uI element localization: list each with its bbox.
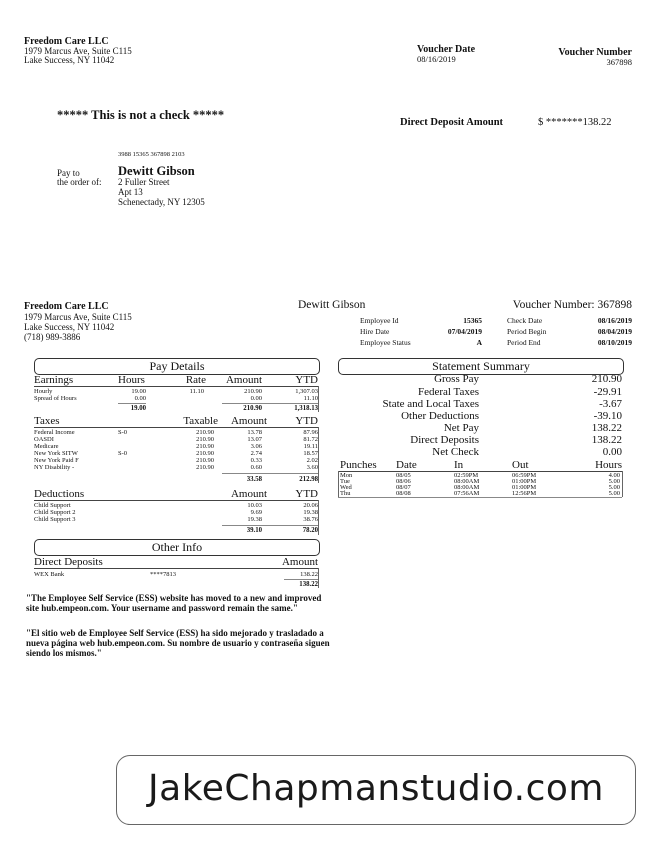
tax-amount: 13.07 (247, 436, 262, 443)
punch-out: 01:00PM (512, 484, 537, 491)
punch-out: 12:56PM (512, 490, 537, 497)
tax-ytd: 87.96 (303, 429, 318, 436)
payee-name: Dewitt Gibson (118, 164, 195, 178)
pay-to-label: Pay to (57, 168, 80, 178)
summary-value: -3.67 (599, 398, 622, 410)
tax-taxable: 210.90 (196, 429, 214, 436)
tax-name: New York SITW (34, 450, 78, 457)
voucher-date: 08/16/2019 (417, 54, 456, 64)
earning-type: Spread of Hours (34, 395, 77, 402)
deductions-header: Deductions (34, 488, 85, 500)
summary-value: 138.22 (591, 434, 622, 446)
deduction-name: Child Support 3 (34, 516, 76, 523)
tax-name: NY Disability - (34, 464, 75, 471)
punch-out: 01:00PM (512, 478, 537, 485)
earning-ytd: 11.10 (303, 395, 318, 402)
earnings-header: Earnings (34, 374, 74, 386)
direct-deposit-label: Direct Deposit Amount (400, 117, 504, 128)
summary-label: Federal Taxes (417, 386, 479, 398)
punch-day: Thu (340, 490, 351, 497)
employer-address-line2: Lake Success, NY 11042 (24, 55, 115, 65)
tax-name: New York Paid F (34, 457, 79, 464)
period-begin-label: Period Begin (507, 327, 547, 336)
tax-amount: 2.74 (250, 450, 262, 457)
earning-amount: 0.00 (250, 395, 262, 402)
deduction-amount: 9.69 (250, 509, 262, 516)
punch-in-header: In (454, 459, 464, 471)
payee-address-line3: Schenectady, NY 12305 (118, 197, 205, 207)
watermark-text: JakeChapmanstudio.com (148, 768, 604, 809)
voucher-number-label: Voucher Number (558, 47, 632, 58)
account-masked: ****7813 (150, 571, 176, 578)
deposit-total-rule (284, 579, 318, 580)
voucher-date-label: Voucher Date (417, 44, 476, 55)
hire-date-label: Hire Date (360, 327, 390, 336)
taxes-header: Taxes (34, 415, 60, 427)
stub-employer-address-line1: 1979 Marcus Ave, Suite C115 (24, 312, 132, 322)
tax-taxable: 210.90 (196, 450, 214, 457)
punch-in: 08:00AM (454, 478, 480, 485)
punch-out: 06:59PM (512, 472, 537, 479)
employee-id-label: Employee Id (360, 316, 399, 325)
punch-in: 02:59PM (454, 472, 479, 479)
punch-hours: 5.00 (608, 478, 620, 485)
punch-hours: 5.00 (608, 484, 620, 491)
payee-address-line2: Apt 13 (118, 187, 143, 197)
tax-ytd: 2.02 (306, 457, 318, 464)
direct-deposits-header: Direct Deposits (34, 556, 103, 568)
earnings-header-rule (34, 386, 318, 387)
deduction-amount-header: Amount (230, 488, 267, 500)
earnings-total-amount: 210.90 (243, 405, 262, 412)
earning-amount: 210.90 (244, 388, 262, 395)
stub-employee-name: Dewitt Gibson (298, 299, 366, 311)
deduction-name: Child Support (34, 502, 71, 509)
deduction-amount: 10.03 (247, 502, 262, 509)
tax-ytd: 19.11 (303, 443, 318, 450)
stub-voucher-number: Voucher Number: 367898 (512, 299, 632, 311)
period-end: 08/10/2019 (597, 338, 632, 347)
employer-address-line1: 1979 Marcus Ave, Suite C115 (24, 46, 132, 56)
punches-header-rule (338, 471, 622, 472)
deduction-amount: 19.38 (247, 516, 262, 523)
deduction-ytd: 38.76 (303, 516, 318, 523)
ess-notice-spanish: "El sitio web de Employee Self Service (ESS) ha sido mejorado y trasladado a nueva página web hub.empeon.com. Su nombre de usuario y contraseña siguen siendo los mismos." (26, 628, 330, 658)
taxable-header: Taxable (183, 415, 218, 427)
summary-label: Other Deductions (401, 410, 479, 422)
punches-bottom-rule (338, 497, 622, 498)
summary-label: Net Check (432, 446, 479, 458)
amount-header: Amount (225, 374, 262, 386)
punch-hours: 4.00 (608, 472, 620, 479)
summary-value: 138.22 (591, 422, 622, 434)
stub-employer-phone: (718) 989-3886 (24, 332, 81, 342)
deduction-total-ytd: 78.20 (302, 527, 318, 534)
punch-date: 08/08 (396, 490, 411, 497)
bank-name: WEX Bank (34, 571, 65, 578)
earnings-total-ytd: 1,318.13 (294, 405, 318, 412)
tax-amount: 0.60 (250, 464, 262, 471)
punch-date: 08/05 (396, 472, 411, 479)
earning-hours: 19.00 (131, 388, 146, 395)
employee-status: A (476, 338, 482, 347)
deduction-name: Child Support 2 (34, 509, 76, 516)
employee-status-label: Employee Status (360, 338, 411, 347)
punch-day: Wed (340, 484, 352, 491)
hours-total-rule (118, 403, 146, 404)
punches-right-rule (622, 471, 623, 497)
tax-ytd: 81.72 (303, 436, 318, 443)
deduction-ytd: 20.06 (303, 502, 318, 509)
punch-in: 08:00AM (454, 484, 480, 491)
other-info-title: Other Info (151, 540, 203, 554)
amount-total-rule (222, 403, 318, 404)
payee-address-line1: 2 Fuller Street (118, 177, 170, 187)
tax-amount: 13.78 (247, 429, 262, 436)
earning-ytd: 1,307.03 (295, 388, 318, 395)
earning-rate: 11.10 (189, 388, 204, 395)
deduction-ytd-header: YTD (295, 488, 318, 500)
voucher-number: 367898 (606, 57, 632, 67)
tax-name: Medicare (34, 443, 59, 450)
stub-employer-address-line2: Lake Success, NY 11042 (24, 322, 115, 332)
tax-taxable: 210.90 (196, 443, 214, 450)
stub-employer-name: Freedom Care LLC (24, 301, 109, 312)
deduction-total-amount: 39.10 (246, 527, 262, 534)
summary-label: Direct Deposits (410, 434, 479, 446)
tax-amount: 0.33 (250, 457, 262, 464)
summary-value: -29.91 (593, 386, 622, 398)
summary-value: 0.00 (602, 446, 622, 458)
earnings-total-hours: 19.00 (130, 405, 146, 412)
direct-deposit-amount-header: Amount (281, 556, 318, 568)
taxes-header-rule (34, 427, 318, 428)
punch-date: 08/06 (396, 478, 411, 485)
other-info-header (34, 539, 320, 556)
employee-id: 15365 (463, 316, 482, 325)
punch-out-header: Out (512, 459, 529, 471)
tax-ytd: 18.57 (303, 450, 318, 457)
hours-header: Hours (118, 374, 145, 386)
employer-name: Freedom Care LLC (24, 36, 109, 47)
deductions-header-rule (34, 500, 318, 501)
ess-notice-english: "The Employee Self Service (ESS) website has moved to a new and improved site hub.empeon.com. Your username and password remain the same." (26, 593, 322, 613)
punches-left-rule (338, 471, 339, 497)
tax-total-rule (222, 473, 318, 474)
punch-date-header: Date (396, 459, 417, 471)
deduction-ytd: 19.38 (303, 509, 318, 516)
micr-line: 3988 15365 367898 2103 (118, 151, 185, 158)
tax-total-ytd: 212.98 (299, 476, 318, 483)
summary-label: State and Local Taxes (382, 398, 479, 410)
tax-filing-status: S-0 (118, 450, 128, 457)
tax-name: Federal Income (34, 429, 75, 436)
tax-amount-header: Amount (230, 415, 267, 427)
ytd-header: YTD (295, 374, 318, 386)
rate-header: Rate (185, 374, 206, 386)
watermark-banner (116, 755, 636, 825)
punch-day: Tue (340, 478, 350, 485)
earning-type: Hourly (34, 388, 53, 395)
tax-name: OASDI (34, 436, 54, 443)
punch-hours: 5.00 (608, 490, 620, 497)
deposit-row-amount: 138.22 (300, 571, 318, 578)
punches-header: Punches (340, 459, 377, 471)
tax-ytd: 3.60 (306, 464, 318, 471)
period-begin: 08/04/2019 (597, 327, 632, 336)
summary-label: Net Pay (443, 422, 479, 434)
pay-details-header (34, 358, 320, 375)
deduction-total-rule (222, 525, 318, 526)
check-date-label: Check Date (507, 316, 543, 325)
order-of-label: the order of: (57, 177, 102, 187)
tax-amount: 3.06 (250, 443, 262, 450)
tax-total-amount: 33.58 (246, 476, 262, 483)
tax-filing-status: S-0 (118, 429, 128, 436)
direct-deposit-amount: $ *******138.22 (538, 117, 612, 128)
deductions-right-rule (318, 500, 319, 535)
period-end-label: Period End (507, 338, 541, 347)
taxes-right-rule (318, 427, 319, 483)
tax-taxable: 210.90 (196, 436, 214, 443)
tax-taxable: 210.90 (196, 464, 214, 471)
punch-hours-header: Hours (595, 459, 622, 471)
punch-day: Mon (340, 472, 353, 479)
punch-in: 07:56AM (454, 490, 480, 497)
earning-hours: 0.00 (134, 395, 146, 402)
punch-date: 08/07 (396, 484, 411, 491)
summary-value: -39.10 (593, 410, 622, 422)
deposits-right-rule (318, 568, 319, 588)
tax-ytd-header: YTD (295, 415, 318, 427)
not-a-check-notice: ***** This is not a check ***** (57, 108, 225, 122)
check-date: 08/16/2019 (597, 316, 632, 325)
statement-summary-title: Statement Summary (432, 359, 530, 373)
summary-label: Gross Pay (434, 373, 479, 385)
deposit-total: 138.22 (299, 581, 318, 588)
earnings-right-rule (318, 386, 319, 412)
summary-value: 210.90 (591, 373, 622, 385)
pay-details-title: Pay Details (149, 359, 205, 373)
hire-date: 07/04/2019 (447, 327, 482, 336)
tax-taxable: 210.90 (196, 457, 214, 464)
direct-deposits-header-rule (34, 568, 318, 569)
